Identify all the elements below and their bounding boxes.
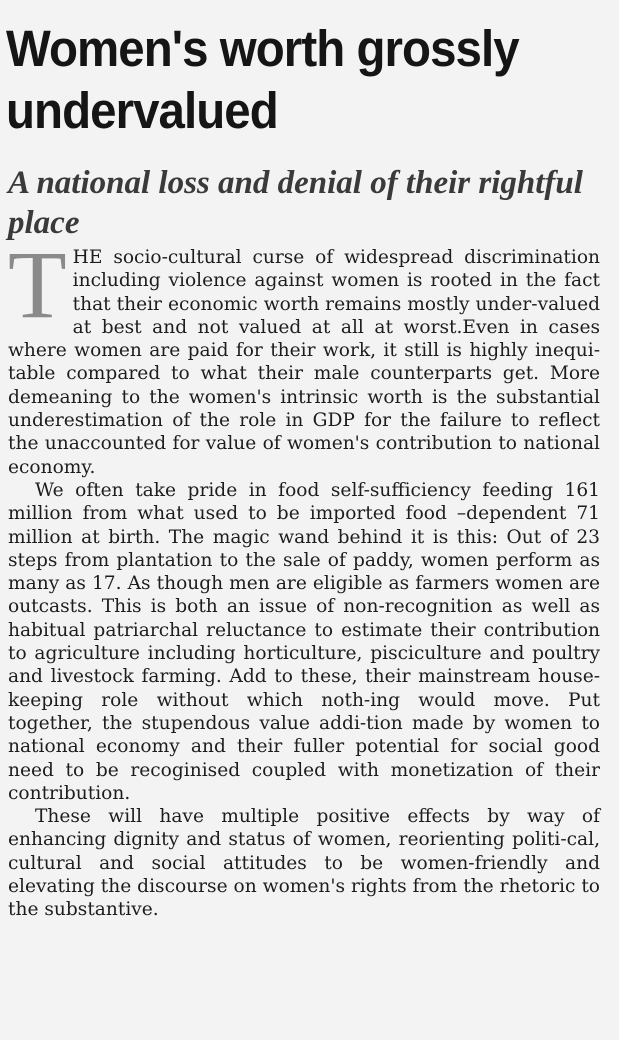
paragraph-2: We often take pride in food self-sufficiency feeding 161 million from what used to be imported food –dependent 71 million at birth. The magic wand behind it is this: Out of 23 steps from plantation to the sale of paddy, women perform as many as 17. As though men are eligible as farmers women are outcasts. This is both an issue of non-recognition as well as habitual patriarchal reluctance to estimate their contribution to agriculture including horticulture, pisciculture and poultry and livestock farming. Add to these, their mainstream house-keeping role without which noth-ing would move. Put together, the stupendous value addi-tion made by women to national economy and their fuller potential for social good need to be recoginised coupled with monetization of their contribution. [8, 479, 600, 804]
headline: Women's worth grossly undervalued [6, 20, 519, 139]
article-body [8, 231, 600, 922]
paragraph-1-text: HE socio-cultural curse of widespread discrimination including violence against women is rooted in the fact that their economic worth remains mostly under-valued at best and not valued at all at worst.Even in cases where women are paid for their work, it still is highly inequi-table compared to what their male counterparts get. More demeaning to the women's intrinsic worth is the substantial underestimation of the role in GDP for the failure to reflect the unaccounted for value of women's contribution to national economy. [8, 247, 600, 478]
paragraph-3: These will have multiple positive effects by way of enhancing dignity and status of women, reorienting politi-cal, cultural and social attitudes to be women-friendly and elevating the discourse on women's rights from the rhetoric to the substantive. [8, 806, 600, 921]
subheadline: A national loss and denial of their rightful place [8, 165, 583, 241]
paragraph-1 [8, 231, 600, 479]
drop-cap: T [8, 231, 67, 338]
